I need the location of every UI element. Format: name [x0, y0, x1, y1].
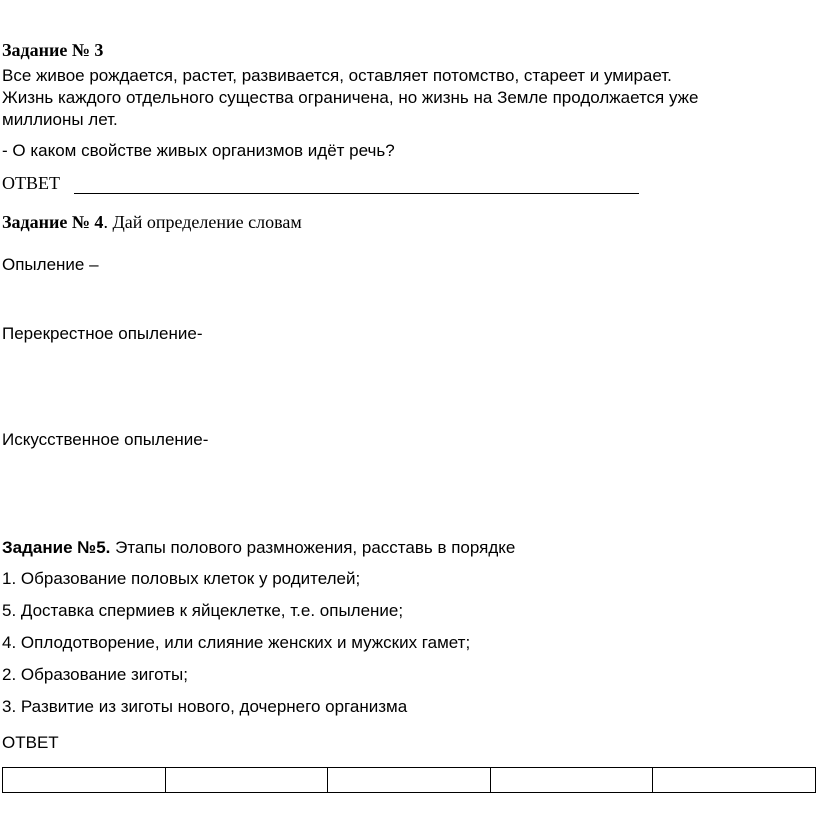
task5-step-3: 4. Оплодотворение, или слияние женских и мужских гамет; [2, 633, 471, 652]
answer-cell-4[interactable] [490, 768, 653, 793]
task5-step-5: 3. Развитие из зиготы нового, дочернего организма [2, 697, 408, 716]
answer-cell-5[interactable] [653, 768, 816, 793]
task5-answer-label: ОТВЕТ [2, 733, 59, 752]
task5-heading-row [2, 538, 515, 558]
task4-heading: Задание № 4 [2, 212, 104, 232]
answer-cell-3[interactable] [328, 768, 491, 793]
task3-heading: Задание № 3 [2, 40, 104, 60]
task3-text-line3: миллионы лет. [2, 110, 118, 129]
task3-text-line2: Жизнь каждого отдельного существа ограничена, но жизнь на Земле продолжается уже [2, 88, 699, 107]
task3-text-line1: Все живое рождается, растет, развивается, оставляет потомство, стареет и умирает. [2, 66, 672, 85]
answer-cell-2[interactable] [165, 768, 328, 793]
task4-term-artificial-pollination: Искусственное опыление- [2, 430, 209, 449]
task5-step-4: 2. Образование зиготы; [2, 665, 188, 684]
task5-step-1: 1. Образование половых клеток у родителей; [2, 569, 361, 588]
task3-answer-line[interactable] [74, 193, 639, 194]
task4-term-pollination: Опыление – [2, 255, 99, 274]
task5-answer-table [2, 767, 816, 793]
answer-cell-1[interactable] [3, 768, 166, 793]
task5-step-2: 5. Доставка спермиев к яйцеклетке, т.е. опыление; [2, 601, 404, 620]
task4-term-cross-pollination: Перекрестное опыление- [2, 324, 203, 343]
task3-question: - О каком свойстве живых организмов идёт речь? [2, 141, 395, 160]
task3-answer-label: ОТВЕТ [2, 173, 60, 193]
task5-instruction: Этапы полового размножения, расставь в порядке [110, 538, 516, 557]
answer-table-row [3, 768, 816, 793]
task5-heading: Задание №5. [2, 538, 111, 557]
task4-instruction: . Дай определение словам [103, 212, 302, 232]
task4-heading-row [2, 212, 302, 233]
